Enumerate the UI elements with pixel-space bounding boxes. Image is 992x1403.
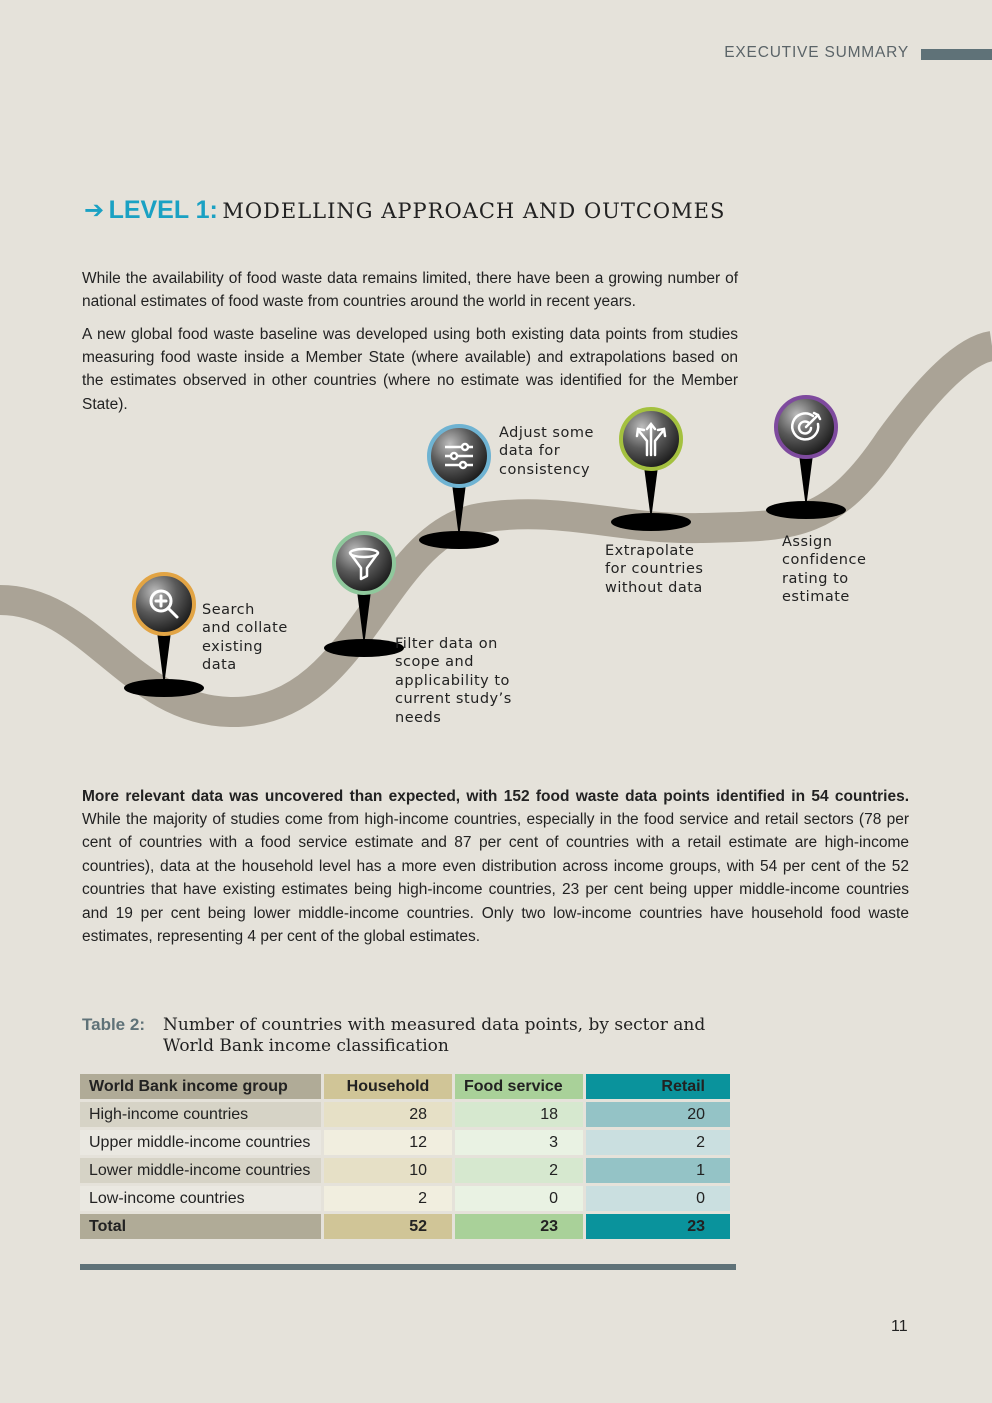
cell-retail: 20 xyxy=(586,1102,730,1127)
header-income-group: World Bank income group xyxy=(80,1074,321,1099)
table-row xyxy=(80,1186,730,1211)
table-caption-label: Table 2: xyxy=(82,1015,145,1034)
cell-retail: 2 xyxy=(586,1130,730,1155)
intro-paragraph-2: A new global food waste baseline was developed using both existing data points from studies measuring food waste inside a Member State (where available) and extrapolations based on the estimates observed in other countries (where no estimate was identified for the Member State). xyxy=(82,325,738,413)
step-label-confidence: Assign confidence rating to estimate xyxy=(782,534,867,606)
cell-food-service: 0 xyxy=(455,1186,583,1211)
cell-household: 28 xyxy=(324,1102,452,1127)
cell-household: 2 xyxy=(324,1186,452,1211)
intro-paragraph-1: While the availability of food waste data remains limited, there have been a growing number of national estimates of food waste from countries around the world in recent years. xyxy=(82,269,738,310)
header-accent-bar xyxy=(921,49,992,60)
table-row xyxy=(80,1102,730,1127)
table-row xyxy=(80,1130,730,1155)
section-header: EXECUTIVE SUMMARY xyxy=(724,44,909,61)
findings-bold: More relevant data was uncovered than expected, with 152 food waste data points identified in 54 countries. xyxy=(82,787,909,805)
step-label-filter: Filter data on scope and applicability to current study’s needs xyxy=(395,636,512,726)
cell-food-service: 2 xyxy=(455,1158,583,1183)
cell-food-service: 3 xyxy=(455,1130,583,1155)
findings-paragraph xyxy=(82,785,909,949)
table-row xyxy=(80,1158,730,1183)
table-header-row xyxy=(80,1074,730,1099)
income-sector-table xyxy=(77,1071,733,1242)
cell-group: Lower middle-income countries xyxy=(80,1158,321,1183)
cell-total-label: Total xyxy=(80,1214,321,1239)
step-label-search: Search and collate existing data xyxy=(202,602,288,674)
cell-total-retail: 23 xyxy=(586,1214,730,1239)
marker-ring-search xyxy=(134,574,194,634)
header-retail: Retail xyxy=(586,1074,730,1099)
step-label-adjust: Adjust some data for consistency xyxy=(499,425,594,478)
cell-food-service: 18 xyxy=(455,1102,583,1127)
arrow-right-icon: ➔ xyxy=(84,196,105,224)
table-caption: Number of countries with measured data points, by sector and World Bank income classification xyxy=(163,1015,706,1056)
cell-household: 10 xyxy=(324,1158,452,1183)
cell-total-food-service: 23 xyxy=(455,1214,583,1239)
cell-total-household: 52 xyxy=(324,1214,452,1239)
cell-group: Upper middle-income countries xyxy=(80,1130,321,1155)
marker-ring-filter xyxy=(334,533,394,593)
cell-group: High-income countries xyxy=(80,1102,321,1127)
page-number: 11 xyxy=(891,1318,908,1335)
header-household: Household xyxy=(324,1074,452,1099)
cell-group: Low-income countries xyxy=(80,1186,321,1211)
table-total-row xyxy=(80,1214,730,1239)
cell-retail: 0 xyxy=(586,1186,730,1211)
step-label-extrapolate: Extrapolate for countries without data xyxy=(605,543,704,596)
cell-retail: 1 xyxy=(586,1158,730,1183)
sliders-icon xyxy=(445,444,473,468)
findings-body: While the majority of studies come from high-income countries, especially in the food service and retail sectors (78 per cent of countries with a food service estimate and 87 per cent of countries with a retail estimate are high-income countries), data at the household level has a more even distribution across income groups, with 54 per cent of the 52 countries that have existing estimates being high-income countries, 23 per cent being upper middle-income countries and 19 per cent being lower middle-income countries. Only two low-income countries have household food waste estimates, representing 4 per cent of the global estimates. xyxy=(82,810,909,945)
header-food-service: Food service xyxy=(455,1074,583,1099)
cell-household: 12 xyxy=(324,1130,452,1155)
title-text: MODELLING APPROACH AND OUTCOMES xyxy=(222,199,726,223)
table-bottom-rule xyxy=(80,1264,736,1270)
section-title xyxy=(84,196,725,225)
level-label: LEVEL 1: xyxy=(108,196,218,224)
